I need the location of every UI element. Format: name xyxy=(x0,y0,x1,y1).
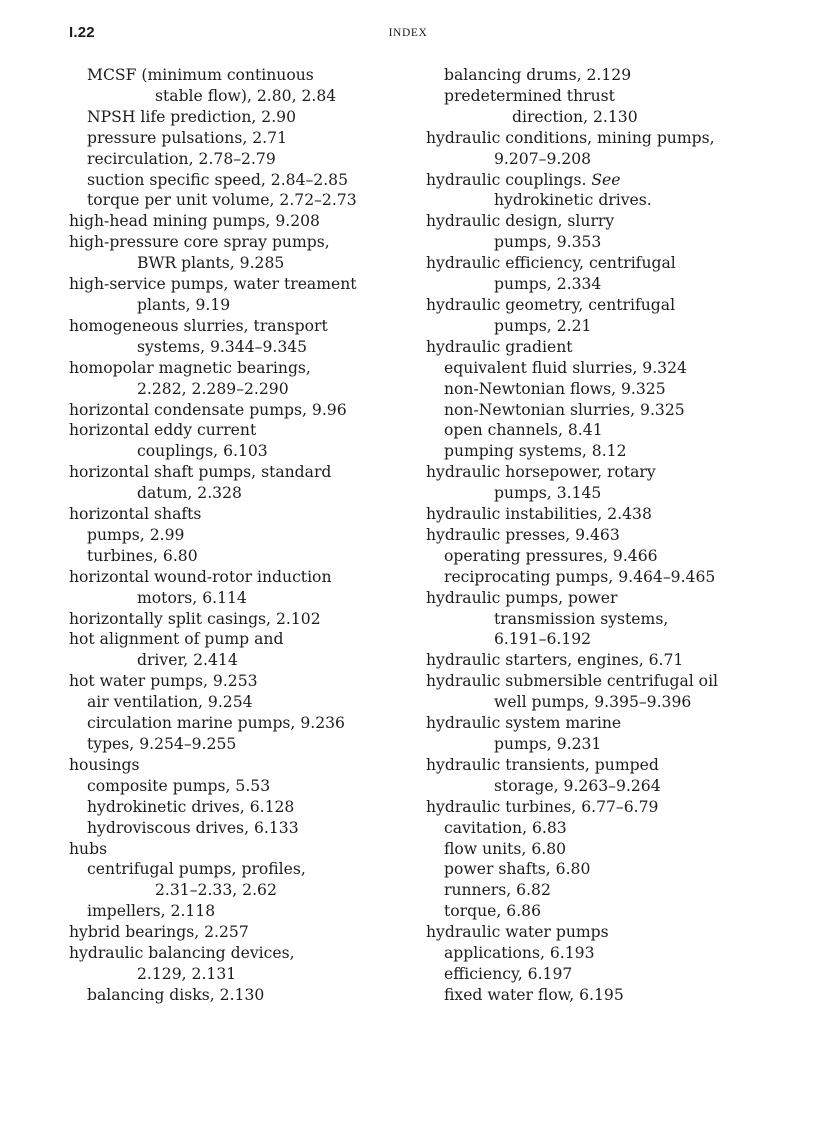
index-subentry xyxy=(426,964,786,985)
index-entry xyxy=(69,922,419,943)
index-subentry xyxy=(426,420,786,441)
index-subentry xyxy=(69,65,419,107)
entry-term: fixed water flow, 6.195 xyxy=(444,985,624,1004)
entry-term: NPSH life prediction, 2.90 xyxy=(87,107,296,126)
entry-term: hydroviscous drives, 6.133 xyxy=(87,818,299,837)
entry-term: hydraulic turbines, 6.77–6.79 xyxy=(426,797,659,816)
entry-continuation: pumps, 2.334 xyxy=(494,275,602,294)
index-entry xyxy=(69,943,419,985)
index-subentry xyxy=(426,943,786,964)
index-subentry xyxy=(426,65,786,86)
index-entry xyxy=(69,755,419,776)
entry-continuation: well pumps, 9.395–9.396 xyxy=(494,693,692,712)
entry-term: pressure pulsations, 2.71 xyxy=(87,128,287,147)
index-entry xyxy=(426,525,786,546)
index-subentry xyxy=(426,441,786,462)
index-subentry xyxy=(426,86,786,128)
index-entry xyxy=(426,462,786,504)
index-subentry xyxy=(69,107,419,128)
entry-continuation: pumps, 9.231 xyxy=(494,735,602,753)
index-subentry xyxy=(69,713,419,734)
index-subentry xyxy=(69,525,419,546)
entry-term: predetermined thrust xyxy=(444,86,615,105)
entry-term: turbines, 6.80 xyxy=(87,546,198,565)
entry-term: horizontal shafts xyxy=(69,505,202,524)
index-entry xyxy=(426,128,786,170)
entry-term: hydraulic starters, engines, 6.71 xyxy=(426,651,684,670)
index-subentry xyxy=(426,901,786,922)
entry-continuation: BWR plants, 9.285 xyxy=(137,254,285,273)
index-entry xyxy=(69,462,419,504)
index-subentry xyxy=(69,149,419,170)
entry-continuation: hydrokinetic drives. xyxy=(494,191,652,210)
entry-continuation: pumps, 2.21 xyxy=(494,316,592,335)
entry-term: balancing disks, 2.130 xyxy=(87,985,265,1004)
entry-term: non-Newtonian slurries, 9.325 xyxy=(444,400,685,419)
entry-term: pumping systems, 8.12 xyxy=(444,442,627,461)
index-entry xyxy=(426,253,786,295)
entry-term: recirculation, 2.78–2.79 xyxy=(87,149,276,168)
index-entry xyxy=(426,671,786,713)
entry-continuation: datum, 2.328 xyxy=(137,484,242,503)
entry-term: equivalent fluid slurries, 9.324 xyxy=(444,358,687,377)
entry-term: hydraulic gradient xyxy=(426,337,573,356)
index-subentry xyxy=(426,859,786,880)
entry-term: power shafts, 6.80 xyxy=(444,860,591,879)
index-entry xyxy=(426,170,786,212)
index-column-right xyxy=(426,65,786,1006)
entry-term: horizontally split casings, 2.102 xyxy=(69,609,321,628)
entry-term: pumps, 2.99 xyxy=(87,525,185,544)
index-entry xyxy=(69,504,419,525)
entry-term: housings xyxy=(69,755,140,774)
index-entry xyxy=(426,211,786,253)
index-entry xyxy=(69,420,419,462)
index-subentry xyxy=(426,818,786,839)
index-entry xyxy=(69,671,419,692)
entry-term: hubs xyxy=(69,839,108,858)
entry-term: non-Newtonian flows, 9.325 xyxy=(444,379,666,398)
entry-term: suction specific speed, 2.84–2.85 xyxy=(87,170,349,189)
index-entry xyxy=(69,232,419,274)
entry-term: hydraulic pumps, power xyxy=(426,588,618,607)
entry-continuation: plants, 9.19 xyxy=(137,295,231,314)
entry-term: hydraulic conditions, mining pumps, xyxy=(426,128,715,147)
entry-continuation: driver, 2.414 xyxy=(137,651,238,670)
index-entry xyxy=(426,504,786,525)
entry-continuation: 2.129, 2.131 xyxy=(137,964,237,983)
entry-term: hydraulic instabilities, 2.438 xyxy=(426,505,652,524)
entry-continuation: 2.31–2.33, 2.62 xyxy=(155,881,277,900)
index-entry xyxy=(426,713,786,755)
index-subentry xyxy=(69,776,419,797)
index-column-left xyxy=(69,65,419,1006)
entry-term: hydrokinetic drives, 6.128 xyxy=(87,797,295,816)
entry-continuation: direction, 2.130 xyxy=(512,107,638,126)
entry-term: horizontal shaft pumps, standard xyxy=(69,463,332,482)
entry-term: cavitation, 6.83 xyxy=(444,818,567,837)
entry-continuation: pumps, 3.145 xyxy=(494,484,602,503)
index-subentry xyxy=(426,379,786,400)
index-subentry xyxy=(69,170,419,191)
entry-term: air ventilation, 9.254 xyxy=(87,693,253,712)
index-entry xyxy=(69,316,419,358)
index-entry xyxy=(426,337,786,358)
entry-term: composite pumps, 5.53 xyxy=(87,776,271,795)
index-entry xyxy=(426,650,786,671)
entry-term: horizontal condensate pumps, 9.96 xyxy=(69,400,347,419)
index-entry xyxy=(69,567,419,609)
entry-continuation: storage, 9.263–9.264 xyxy=(494,776,661,795)
index-subentry xyxy=(69,734,419,755)
entry-term: hydraulic horsepower, rotary xyxy=(426,463,656,482)
index-entry xyxy=(69,839,419,860)
index-subentry xyxy=(426,567,786,588)
entry-term: applications, 6.193 xyxy=(444,944,595,963)
index-entry xyxy=(69,629,419,671)
entry-term: high-service pumps, water treament xyxy=(69,275,357,294)
entry-term: open channels, 8.41 xyxy=(444,421,603,440)
index-subentry xyxy=(426,546,786,567)
entry-continuation: couplings, 6.103 xyxy=(137,442,268,461)
entry-term: MCSF (minimum continuous xyxy=(87,66,314,84)
entry-term: reciprocating pumps, 9.464–9.465 xyxy=(444,567,716,586)
entry-term: horizontal wound-rotor induction xyxy=(69,567,332,586)
entry-term: hybrid bearings, 2.257 xyxy=(69,923,249,942)
entry-continuation: motors, 6.114 xyxy=(137,588,247,607)
entry-term: hot water pumps, 9.253 xyxy=(69,672,258,691)
index-subentry xyxy=(69,190,419,211)
entry-term: circulation marine pumps, 9.236 xyxy=(87,714,345,733)
entry-term: high-pressure core spray pumps, xyxy=(69,233,330,252)
page-number: I.22 xyxy=(69,24,95,41)
index-subentry xyxy=(69,692,419,713)
entry-term: high-head mining pumps, 9.208 xyxy=(69,212,320,231)
entry-term: homopolar magnetic bearings, xyxy=(69,358,311,377)
index-subentry xyxy=(69,985,419,1006)
entry-term: hot alignment of pump and xyxy=(69,630,284,649)
index-subentry xyxy=(69,797,419,818)
entry-term: torque, 6.86 xyxy=(444,902,541,921)
entry-term: types, 9.254–9.255 xyxy=(87,735,237,753)
index-entry xyxy=(426,755,786,797)
index-entry xyxy=(426,797,786,818)
index-subentry xyxy=(426,358,786,379)
index-entry xyxy=(69,400,419,421)
index-subentry xyxy=(426,985,786,1006)
entry-continuation: systems, 9.344–9.345 xyxy=(137,337,308,356)
index-subentry xyxy=(69,546,419,567)
entry-term: hydraulic presses, 9.463 xyxy=(426,525,620,544)
index-subentry xyxy=(426,839,786,860)
index-entry xyxy=(426,295,786,337)
index-entry xyxy=(69,274,419,316)
index-entry xyxy=(69,358,419,400)
entry-continuation: 2.282, 2.289–2.290 xyxy=(137,379,289,398)
entry-term: efficiency, 6.197 xyxy=(444,964,573,983)
entry-term: hydraulic design, slurry xyxy=(426,212,615,231)
index-subentry xyxy=(69,128,419,149)
entry-term: impellers, 2.118 xyxy=(87,902,216,921)
entry-continuation: pumps, 9.353 xyxy=(494,233,602,252)
entry-continuation: transmission systems, xyxy=(494,609,669,628)
entry-continuation: 9.207–9.208 xyxy=(494,149,592,168)
entry-term: hydraulic submersible centrifugal oil xyxy=(426,672,719,691)
index-subentry xyxy=(69,859,419,901)
entry-term: homogeneous slurries, transport xyxy=(69,316,328,335)
entry-term: flow units, 6.80 xyxy=(444,839,567,858)
entry-continuation: stable flow), 2.80, 2.84 xyxy=(155,86,337,105)
index-entry xyxy=(426,588,786,651)
entry-term: hydraulic geometry, centrifugal xyxy=(426,295,676,314)
index-subentry xyxy=(69,818,419,839)
index-entry xyxy=(426,922,786,943)
entry-term: centrifugal pumps, profiles, xyxy=(87,860,306,879)
running-head: INDEX xyxy=(388,27,428,39)
entry-term: hydraulic system marine xyxy=(426,714,622,733)
index-subentry xyxy=(426,880,786,901)
see-reference: See xyxy=(591,170,621,189)
index-subentry xyxy=(426,400,786,421)
index-entry xyxy=(69,609,419,630)
entry-term: hydraulic water pumps xyxy=(426,923,609,942)
index-subentry xyxy=(69,901,419,922)
entry-term: hydraulic balancing devices, xyxy=(69,944,295,963)
entry-term: hydraulic transients, pumped xyxy=(426,755,659,774)
entry-term: hydraulic efficiency, centrifugal xyxy=(426,254,676,273)
entry-term: horizontal eddy current xyxy=(69,421,257,440)
entry-term: torque per unit volume, 2.72–2.73 xyxy=(87,191,357,210)
entry-term: balancing drums, 2.129 xyxy=(444,66,632,84)
index-entry xyxy=(69,211,419,232)
entry-term: operating pressures, 9.466 xyxy=(444,546,658,565)
entry-term: runners, 6.82 xyxy=(444,881,551,900)
entry-term: hydraulic couplings. xyxy=(426,170,587,189)
entry-continuation: 6.191–6.192 xyxy=(494,630,592,649)
